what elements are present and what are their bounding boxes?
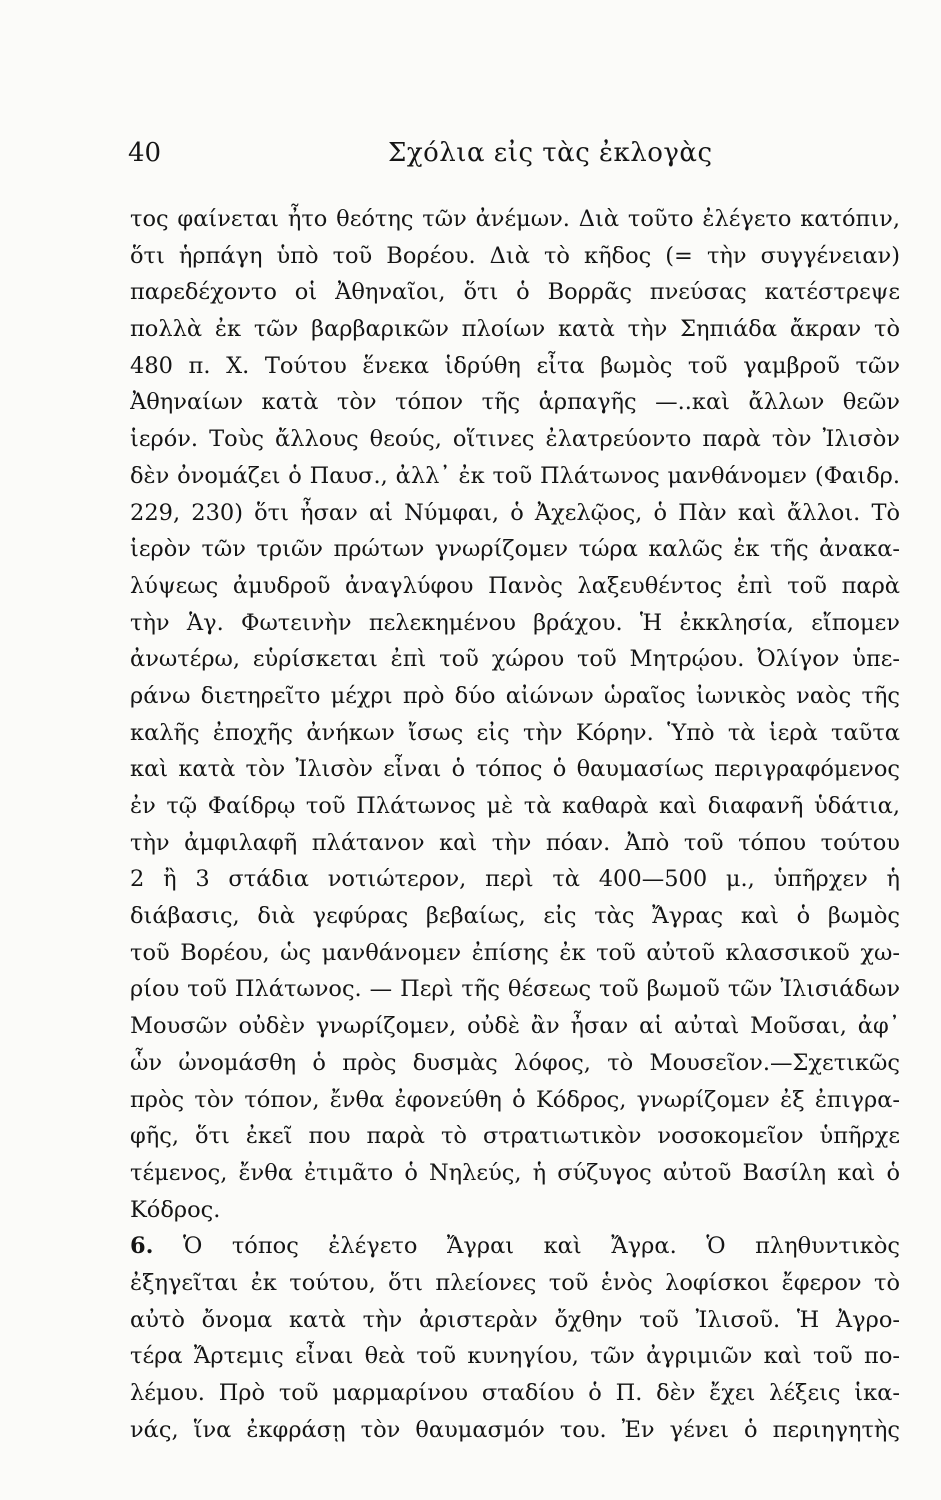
text-line: ἱερόν. Τοὺς ἄλλους θεούς, οἵτινες ἐλατρεύοντο παρὰ τὸν Ἰλισὸν — [130, 426, 900, 453]
running-head: Σχόλια εἰς τὰς ἐκλογὰς — [388, 138, 713, 168]
text-line: ἀνωτέρω, εὑρίσκεται ἐπὶ τοῦ χώρου τοῦ Μητρῴου. Ὀλίγον ὑπε- — [130, 646, 900, 673]
text-line: ἱερὸν τῶν τριῶν πρώτων γνωρίζομεν τώρα καλῶς ἐκ τῆς ἀνακα- — [130, 536, 900, 563]
text-line: 480 π. Χ. Τούτου ἕνεκα ἱδρύθη εἶτα βωμὸς τοῦ γαμβροῦ τῶν — [130, 352, 900, 379]
text-line: ρίου τοῦ Πλάτωνος. — Περὶ τῆς θέσεως τοῦ βωμοῦ τῶν Ἰλισιάδων — [130, 976, 900, 1003]
text-line: πρὸς τὸν τόπον, ἔνθα ἐφονεύθη ὁ Κόδρος, γνωρίζομεν ἐξ ἐπιγρα- — [130, 1086, 900, 1113]
text-line: αὐτὸ ὄνομα κατὰ τὴν ἀριστερὰν ὄχθην τοῦ Ἰλισοῦ. Ἡ Ἀγρο- — [130, 1306, 900, 1333]
text-line: Ἀθηναίων κατὰ τὸν τόπον τῆς ἁρπαγῆς —..καὶ ἄλλων θεῶν — [130, 389, 900, 416]
text-line: διάβασις, διὰ γεφύρας βεβαίως, εἰς τὰς Ἄγρας καὶ ὁ βωμὸς — [130, 903, 900, 930]
text-line: τὴν ἀμφιλαφῆ πλάτανον καὶ τὴν πόαν. Ἀπὸ τοῦ τόπου τούτου — [130, 829, 900, 856]
text-line: ράνω διετηρεῖτο μέχρι πρὸ δύο αἰώνων ὡραῖος ἰωνικὸς ναὸς τῆς — [130, 682, 900, 709]
text-line: ὧν ὠνομάσθη ὁ πρὸς δυσμὰς λόφος, τὸ Μουσεῖον.—Σχετικῶς — [130, 1049, 900, 1076]
section-number: 6. — [130, 1233, 154, 1260]
page-number: 40 — [128, 138, 162, 168]
text-line: λύψεως ἀμυδροῦ ἀναγλύφου Πανὸς λαξευθέντος ἐπὶ τοῦ παρὰ — [130, 572, 900, 599]
text-line: λέμου. Πρὸ τοῦ μαρμαρίνου σταδίου ὁ Π. δὲν ἔχει λέξεις ἱκα- — [130, 1380, 900, 1406]
page-header — [0, 138, 941, 178]
text-line: Κόδρος. — [130, 1196, 221, 1223]
text-line: ὅτι ἡρπάγη ὑπὸ τοῦ Βορέου. Διὰ τὸ κῆδος (= τὴν συγγένειαν) — [130, 242, 900, 269]
text-line: καὶ κατὰ τὸν Ἰλισὸν εἶναι ὁ τόπος ὁ θαυμασίως περιγραφόμενος — [130, 756, 900, 783]
section-6-line-text: Ὁ τόπος ἐλέγετο Ἄγραι καὶ Ἄγρα. Ὁ πληθυντικὸς — [183, 1233, 900, 1260]
section-6-first-line — [130, 1228, 900, 1265]
text-line: παρεδέχοντο οἱ Ἀθηναῖοι, ὅτι ὁ Βορρᾶς πνεύσας κατέστρεψε — [130, 279, 900, 306]
text-line: 229, 230) ὅτι ἦσαν αἱ Νύμφαι, ὁ Ἀχελῷος, ὁ Πὰν καὶ ἄλλοι. Τὸ — [130, 499, 900, 526]
text-line: Μουσῶν οὐδὲν γνωρίζομεν, οὐδὲ ἂν ἦσαν αἱ αὐταὶ Μοῦσαι, ἀφ᾿ — [130, 1013, 900, 1040]
text-line: ἐν τῷ Φαίδρῳ τοῦ Πλάτωνος μὲ τὰ καθαρὰ καὶ διαφανῆ ὑδάτια, — [130, 793, 900, 819]
text-line: τὴν Ἁγ. Φωτεινὴν πελεκημένου βράχου. Ἡ ἐκκλησία, εἴπομεν — [130, 609, 900, 636]
body-text — [130, 201, 900, 1448]
text-line: 2 ἢ 3 στάδια νοτιώτερον, περὶ τὰ 400—500 μ., ὑπῆρχεν ἡ — [130, 866, 900, 893]
text-line: νάς, ἵνα ἐκφράσῃ τὸν θαυμασμόν του. Ἐν γένει ὁ περιηγητὴς — [130, 1416, 900, 1443]
text-line: ἐξηγεῖται ἐκ τούτου, ὅτι πλείονες τοῦ ἑνὸς λοφίσκοι ἔφερον τὸ — [130, 1269, 900, 1296]
text-line: τος φαίνεται ἦτο θεότης τῶν ἀνέμων. Διὰ τοῦτο ἐλέγετο κατόπιν, — [130, 206, 900, 232]
text-line: τέμενος, ἔνθα ἐτιμᾶτο ὁ Νηλεύς, ἡ σύζυγος αὐτοῦ Βασίλη καὶ ὁ — [130, 1159, 900, 1186]
text-line: πολλὰ ἐκ τῶν βαρβαρικῶν πλοίων κατὰ τὴν Σηπιάδα ἄκραν τὸ — [130, 316, 900, 343]
text-line: καλῆς ἐποχῆς ἀνήκων ἴσως εἰς τὴν Κόρην. Ὑπὸ τὰ ἱερὰ ταῦτα — [130, 719, 900, 746]
text-line: δὲν ὀνομάζει ὁ Παυσ., ἀλλ᾿ ἐκ τοῦ Πλάτωνος μανθάνομεν (Φαιδρ. — [130, 462, 900, 489]
text-line: τέρα Ἄρτεμις εἶναι θεὰ τοῦ κυνηγίου, τῶν ἀγριμιῶν καὶ τοῦ πο- — [130, 1343, 900, 1370]
text-line: τοῦ Βορέου, ὡς μανθάνομεν ἐπίσης ἐκ τοῦ αὐτοῦ κλασσικοῦ χω- — [130, 939, 900, 966]
text-line: φῆς, ὅτι ἐκεῖ που παρὰ τὸ στρατιωτικὸν νοσοκομεῖον ὑπῆρχε — [130, 1123, 900, 1150]
